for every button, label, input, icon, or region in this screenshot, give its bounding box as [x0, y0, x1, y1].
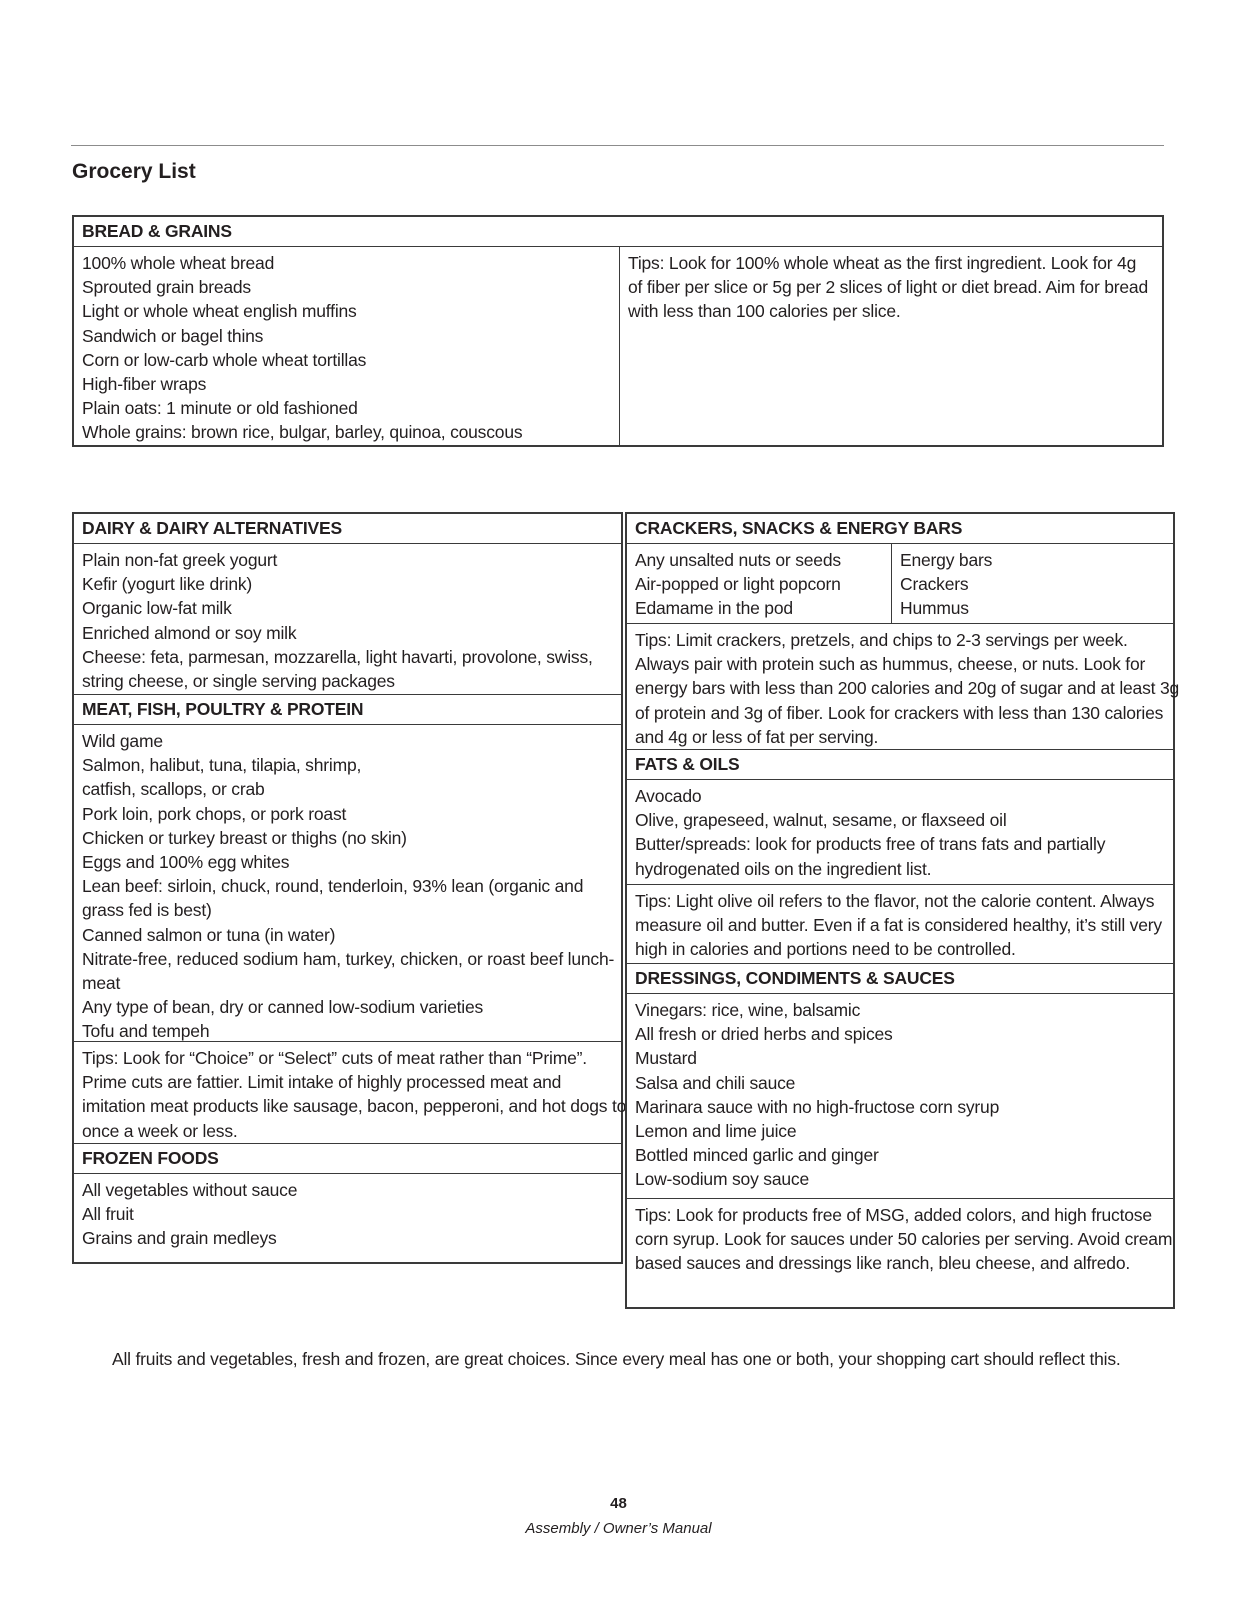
meat-list [74, 725, 621, 1044]
list-item: Salsa and chili sauce [635, 1072, 796, 1093]
list-item: Pork loin, pork chops, or pork roast [82, 803, 347, 824]
list-item: string cheese, or single serving packages [82, 671, 395, 692]
meat-header: MEAT, FISH, POULTRY & PROTEIN [74, 694, 621, 725]
fats-header: FATS & OILS [627, 749, 1173, 780]
dairy-header: DAIRY & DAIRY ALTERNATIVES [74, 514, 621, 544]
list-item: Plain oats: 1 minute or old fashioned [82, 398, 358, 419]
list-item: meat [82, 973, 121, 994]
list-item: Tofu and tempeh [82, 1021, 210, 1042]
dairy-list [74, 544, 621, 693]
header-rule [71, 145, 1164, 146]
meat-tips: Tips: Look for “Choice” or “Select” cuts of meat rather than “Prime”. Prime cuts are fattier. Limit intake of highly processed meat and imitation meat products like sausage, bacon, pepperoni, and hot dogs to once a week or less. [74, 1041, 621, 1143]
dressings-header: DRESSINGS, CONDIMENTS & SAUCES [627, 963, 1173, 994]
bread-grains-section [72, 215, 1164, 447]
list-item: Enriched almond or soy milk [82, 622, 297, 643]
list-item: Corn or low-carb whole wheat tortillas [82, 349, 367, 370]
crackers-list-right [892, 544, 1173, 621]
footer-text: Assembly / Owner’s Manual [525, 1520, 712, 1537]
list-item: Butter/spreads: look for products free of trans fats and partially [635, 834, 1106, 855]
list-item: Sprouted grain breads [82, 277, 251, 298]
crackers-tips: Tips: Limit crackers, pretzels, and chips to 2-3 servings per week. Always pair with protein such as hummus, cheese, or nuts. Look for energy bars with less than 200 calories and 20g of sugar and at least 3g of protein and 3g of fiber. Look for crackers with less than 130 calories and 4g or less of fat per serving. [627, 623, 1173, 749]
list-item: Chicken or turkey breast or thighs (no skin) [82, 827, 407, 848]
list-item: High-fiber wraps [82, 374, 207, 395]
list-item: Edamame in the pod [635, 598, 793, 619]
list-item: All fruit [82, 1204, 134, 1225]
left-column-table [72, 512, 627, 1264]
list-item: Cheese: feta, parmesan, mozzarella, light havarti, provolone, swiss, [82, 646, 593, 667]
list-item: Air-popped or light popcorn [635, 574, 841, 595]
list-item: Lean beef: sirloin, chuck, round, tenderloin, 93% lean (organic and [82, 876, 584, 897]
list-item: All fresh or dried herbs and spices [635, 1024, 893, 1045]
list-item: Nitrate-free, reduced sodium ham, turkey, chicken, or roast beef lunch- [82, 948, 615, 969]
list-item: hydrogenated oils on the ingredient list. [635, 858, 932, 879]
list-item: catfish, scallops, or crab [82, 779, 265, 800]
list-item: Grains and grain medleys [82, 1228, 277, 1249]
list-item: Any unsalted nuts or seeds [635, 550, 841, 570]
list-item: Kefir (yogurt like drink) [82, 574, 253, 595]
frozen-header: FROZEN FOODS [74, 1143, 621, 1174]
list-item: Avocado [635, 786, 702, 806]
list-item: Crackers [900, 574, 969, 595]
list-item: Salmon, halibut, tuna, tilapia, shrimp, [82, 755, 362, 776]
bread-grains-header: BREAD & GRAINS [74, 217, 1162, 247]
list-item: Eggs and 100% egg whites [82, 852, 290, 873]
list-item: Low-sodium soy sauce [635, 1169, 809, 1190]
list-item: Wild game [82, 731, 163, 751]
list-item: Lemon and lime juice [635, 1121, 797, 1142]
list-item: All vegetables without sauce [82, 1180, 298, 1200]
list-item: Energy bars [900, 550, 993, 570]
page-title: Grocery List [72, 160, 196, 183]
produce-note: All fruits and vegetables, fresh and frozen, are great choices. Since every meal has one or both, your shopping cart should reflect this. [112, 1349, 1121, 1369]
page-number: 48 [610, 1495, 627, 1512]
fats-tips: Tips: Light olive oil refers to the flavor, not the calorie content. Always measure oil and butter. Even if a fat is considered healthy, it’s still very high in calories and portions need to be controlled. [627, 884, 1173, 962]
fats-list [627, 780, 1173, 881]
dressings-tips: Tips: Look for products free of MSG, added colors, and high fructose corn syrup. Look for sauces under 50 calories per serving. Avoid cream based sauces and dressings like ranch, bleu cheese, and alfredo. [627, 1198, 1173, 1276]
crackers-list-left [627, 544, 891, 621]
list-item: Whole grains: brown rice, bulgar, barley, quinoa, couscous [82, 422, 523, 443]
list-item: 100% whole wheat bread [82, 253, 275, 273]
list-item: Hummus [900, 598, 969, 619]
list-item: Any type of bean, dry or canned low-sodium varieties [82, 997, 484, 1018]
crackers-header: CRACKERS, SNACKS & ENERGY BARS [627, 514, 1173, 544]
list-item: Organic low-fat milk [82, 598, 232, 619]
list-item: grass fed is best) [82, 900, 212, 921]
list-item: Vinegars: rice, wine, balsamic [635, 1000, 861, 1020]
list-item: Marinara sauce with no high-fructose corn syrup [635, 1096, 1000, 1117]
list-item: Plain non-fat greek yogurt [82, 550, 278, 570]
list-item: Canned salmon or tuna (in water) [82, 924, 336, 945]
list-item: Mustard [635, 1048, 697, 1069]
bread-grains-list [74, 247, 619, 445]
frozen-list [74, 1174, 621, 1251]
bread-grains-tips: Tips: Look for 100% whole wheat as the first ingredient. Look for 4g of fiber per slice or 5g per 2 slices of light or diet bread. Aim for bread with less than 100 calories per slice. [628, 253, 1148, 322]
list-item: Light or whole wheat english muffins [82, 301, 357, 322]
dressings-list [627, 994, 1173, 1192]
list-item: Bottled minced garlic and ginger [635, 1145, 879, 1166]
list-item: Olive, grapeseed, walnut, sesame, or flaxseed oil [635, 810, 1007, 831]
right-column-table [625, 512, 1180, 1309]
list-item: Sandwich or bagel thins [82, 325, 264, 346]
